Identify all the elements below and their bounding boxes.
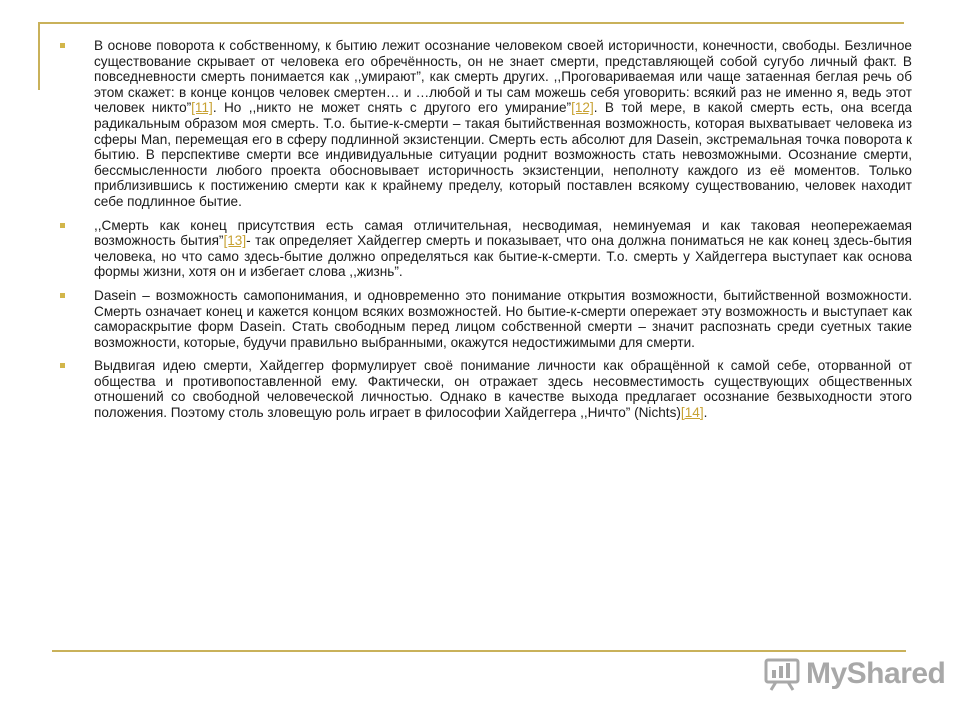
slide-content [60, 38, 912, 429]
top-rule-tick [38, 22, 40, 90]
watermark-text: MyShared [806, 657, 946, 690]
paragraph-text: Выдвигая идею смерти, Хайдеггер формулирует своё понимание личности как обращённой к самой себе, оторванной от общества и противопоставленной ему. Фактически, он отражает здесь несовместимость существующих общественных отношений со свободной человеческой личностью. Однако в качестве выхода предлагает осознание безвыходности этого положения. Поэтому столь зловещую роль играет в философии Хайдеггера ,,Ничто” (Nichts) [94, 358, 912, 421]
top-rule [38, 22, 904, 24]
presentation-board-icon [762, 657, 802, 691]
bottom-rule [52, 650, 906, 652]
paragraph-text: . [703, 405, 708, 421]
bullet-icon [60, 43, 65, 48]
paragraph-text: ,,Смерть как конец присутствия есть самая отличительная, несводимая, неминуемая и как таковая неопережаемая возможность бытия” [94, 217, 912, 249]
bullet-paragraph-3 [60, 288, 912, 350]
watermark [762, 655, 945, 693]
bullet-paragraph-2 [60, 218, 912, 280]
bullet-icon [60, 363, 65, 368]
footnote-link-13[interactable]: [13] [223, 233, 247, 249]
footnote-link-12[interactable]: [12] [571, 100, 594, 116]
paragraph-text: Dasein – возможность самопонимания, и одновременно это понимание открытия возможности, бытийственной возможности. Смерть означает конец и кажется концом всяких возможностей. Но бытие-к-смерти опережает эту возможность и выступает как самораскрытие форм Dasein. Стать свободным перед лицом собственной смерти – значит распознать среди суетных такие возможности, которые, будучи правильно выбранными, окажутся недостижимыми для смерти. [94, 287, 912, 350]
bullet-paragraph-4 [60, 358, 912, 420]
paragraph-text: . В той мере, в какой смерть есть, она всегда радикальным образом моя смерть. Т.о. бытие-к-смерти – такая бытийственная возможность, которая выхватывает человека из сферы Man, перемещая его в сферу подлинной экзистенции. Смерть есть абсолют для Dasein, экстремальная точка поворота к бытию. В перспективе смерти все индивидуальные ситуации роднит возможность стать невозможными. Осознание смерти, бессмысленности любого проекта обосновывает историчность экзистенции, неполноту каждого из её моментов. Только приблизившись к постижению смерти как к крайнему пределу, который поставлен всякому существованию, человек находит себе подлинное бытие. [94, 100, 912, 209]
bullet-icon [60, 293, 65, 298]
paragraph-text: В основе поворота к собственному, к бытию лежит осознание человеком своей историчности, конечности, свободы. Безличное существование скрывает от человека его обречённость, он не знает смерти, представляющей собой сугубо личный факт. В повседневности смерть понимается как ,,умирают”, как смерть других. ,,Проговариваемая или чаще затаенная беглая речь об этом скажет: в конце концов человек смертен… и …любой и ты сам можешь себя уговорить: всякий раз не именно я, ведь этот человек никто” [94, 38, 912, 116]
bullet-icon [60, 223, 65, 228]
footnote-link-14[interactable]: [14] [680, 405, 704, 421]
paragraph-text: - так определяет Хайдеггер смерть и показывает, что она должна пониматься не как конец здесь-бытия человека, но что само здесь-бытие должно определяться как бытие-к-смерти. Т.о. смерть у Хайдеггера выступает как основа формы жизни, хотя он и избегает слова ,,жизнь”. [94, 233, 912, 280]
paragraph-text: . Но ,,никто не может снять с другого его умирание” [212, 100, 572, 116]
footnote-link-11[interactable]: [11] [191, 100, 213, 116]
bullet-paragraph-1 [60, 38, 912, 210]
